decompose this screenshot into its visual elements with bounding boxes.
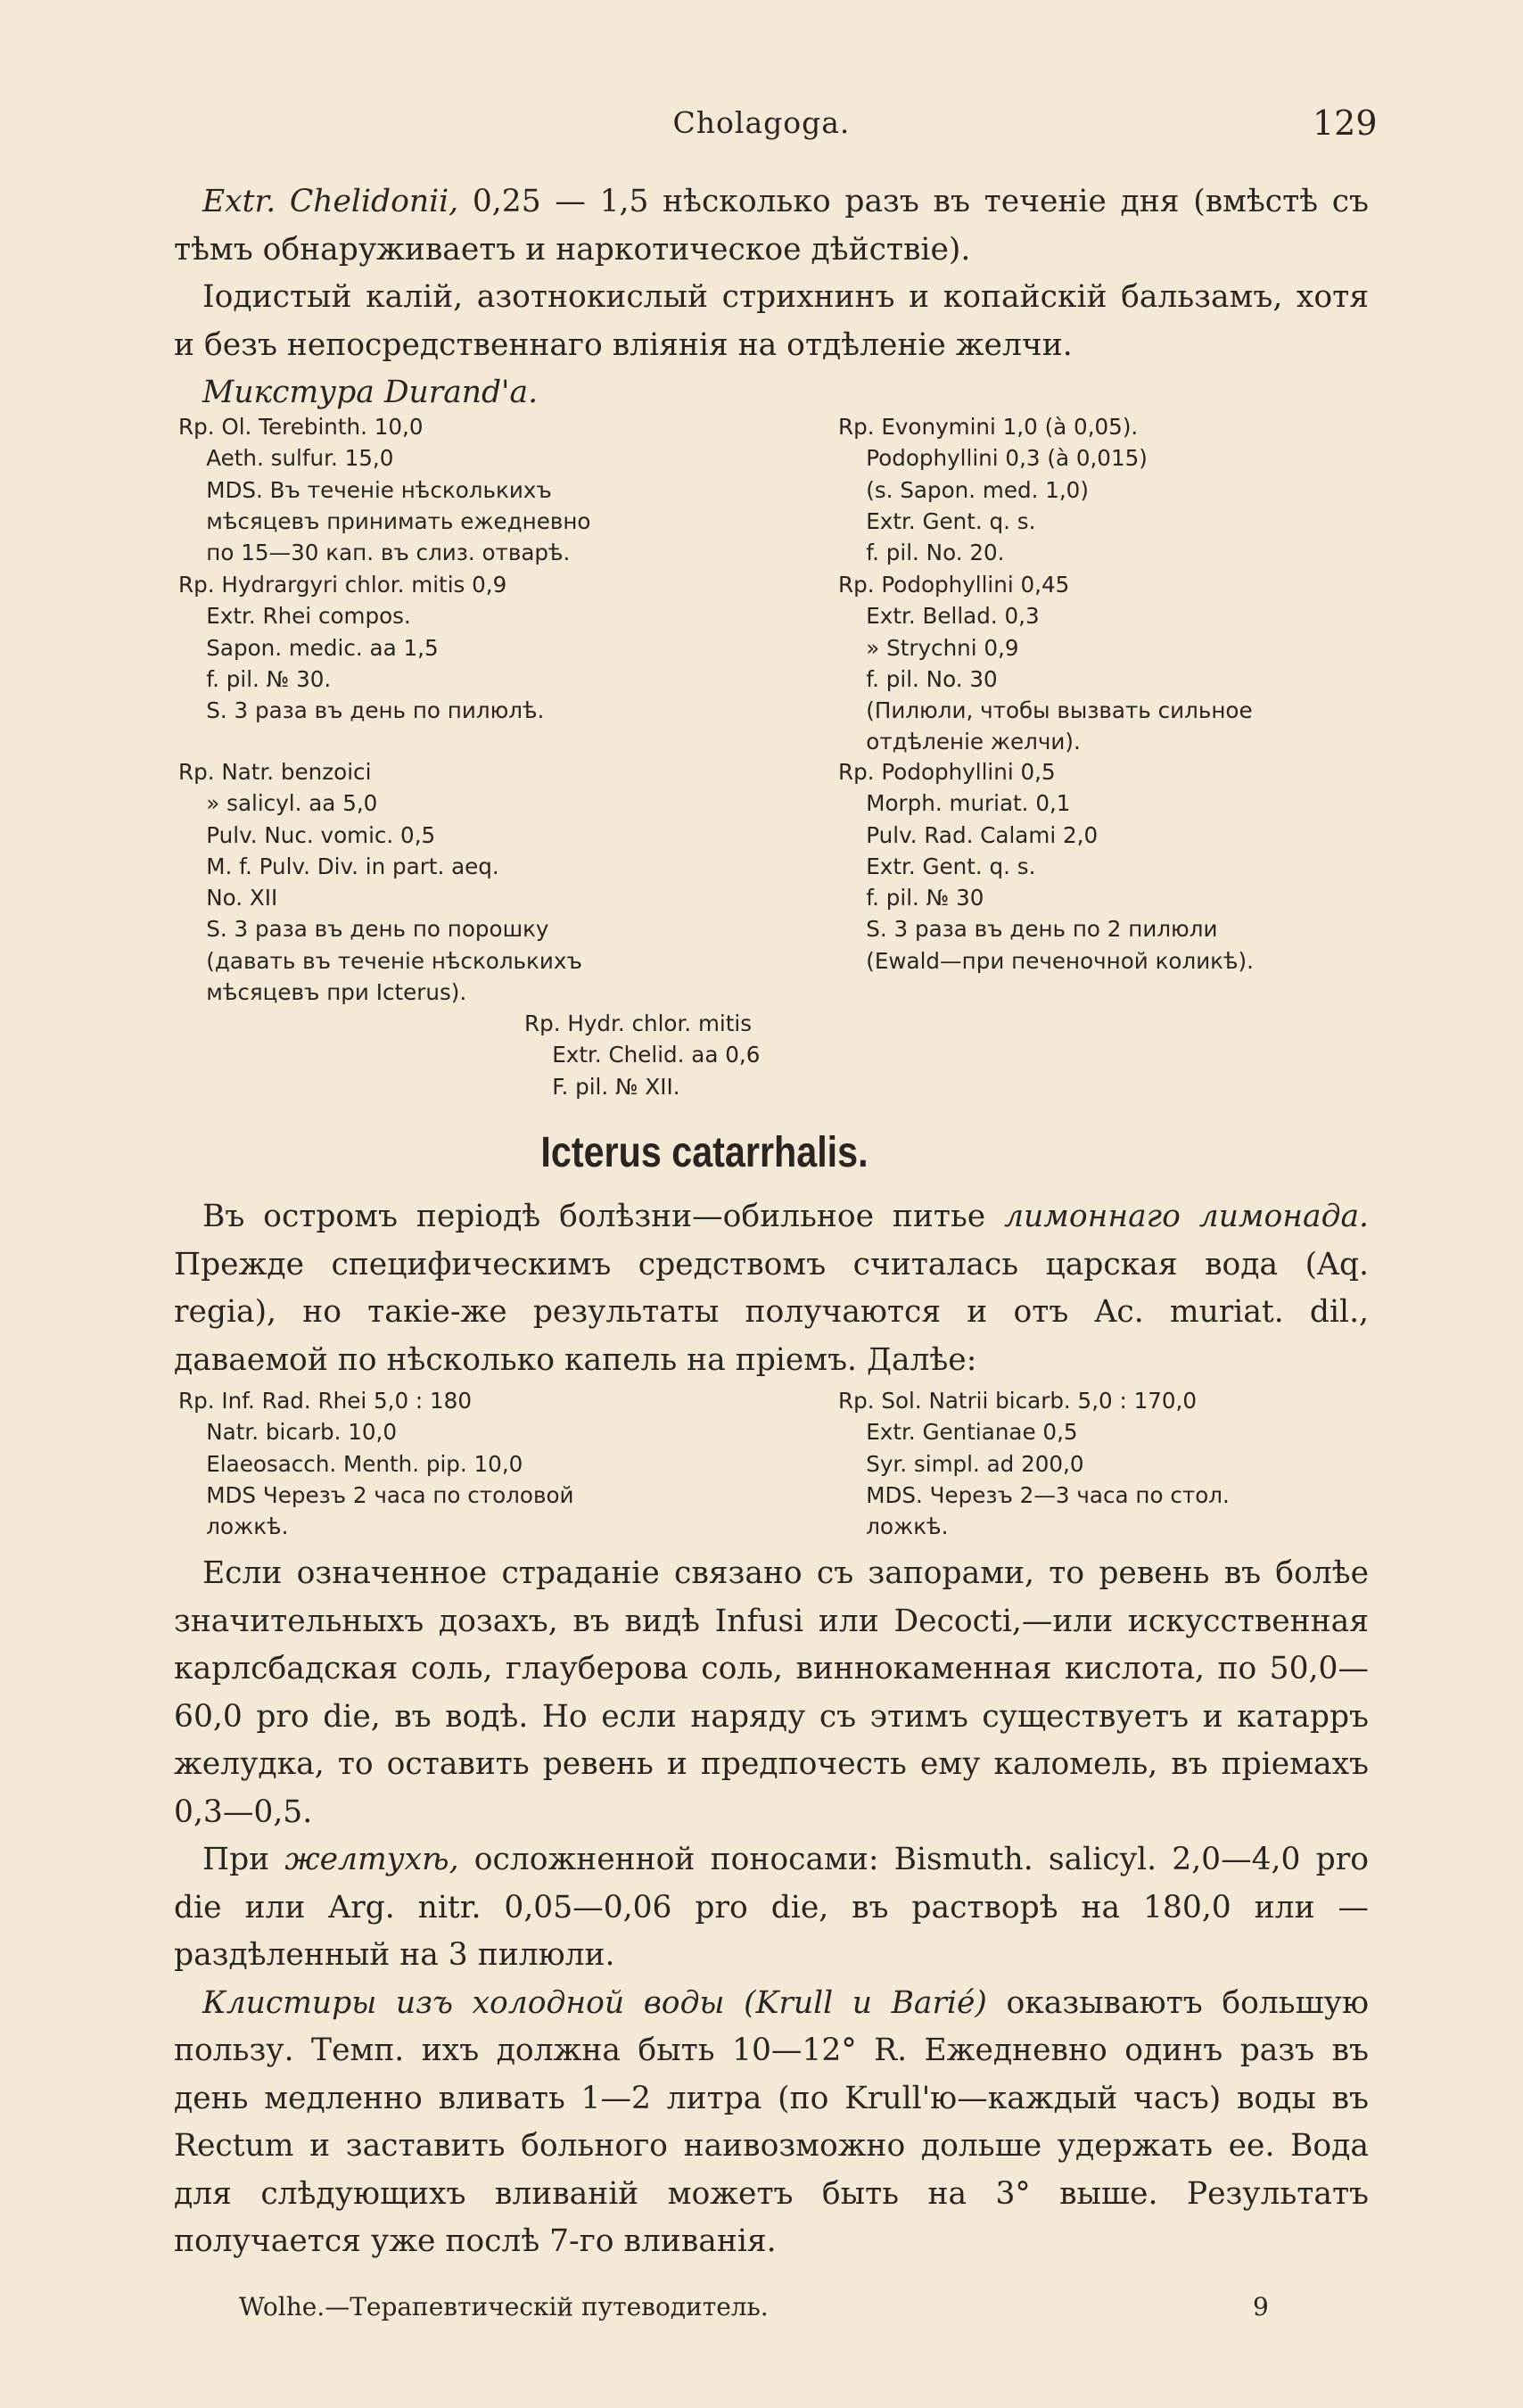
icterus-text — [174, 1550, 1369, 2266]
recipe-hydrargyri: Rp. Hydrargyri chlor. mitis 0,9 Extr. Rhei compos. Sapon. medic. aa 1,5 f. pil. № 30. S. 3 раза въ день по пилюлѣ. — [178, 572, 545, 724]
recipe-inf-rhei: Rp. Inf. Rad. Rhei 5,0 : 180 Natr. bicarb. 10,0 Elaeosacch. Menth. pip. 10,0 MDS Черезъ 2 часа по столовой ложкѣ. — [178, 1388, 574, 1540]
iodide-paragraph: Іодистый калій, азотнокислый стрихнинъ и копайскій бальзамъ, хотя и безъ непосредственнаго вліянія на отдѣленіе желчи. — [174, 279, 1369, 363]
chelidonium-paragraph: Extr. Chelidonii, 0,25 — 1,5 нѣсколько разъ въ теченіе дня (вмѣстѣ съ тѣмъ обнаруживаетъ и наркотическое дѣйствіе). — [174, 184, 1369, 268]
running-header: Cholagoga. — [672, 105, 851, 140]
recipe-hydr-chelid: Rp. Hydr. chlor. mitis Extr. Chelid. aa 0,6 F. pil. № XII. — [524, 1010, 761, 1100]
footer-book-title: Wolhe.—Терапевтическій путеводитель. — [239, 2292, 769, 2321]
intro-text — [174, 178, 1369, 417]
page-number: 129 — [1313, 103, 1378, 143]
recipe-podophyllini: Rp. Podophyllini 0,45 Extr. Bellad. 0,3 » Strychni 0,9 f. pil. No. 30 (Пилюли, чтобы вызвать сильное отдѣленіе желчи). — [838, 572, 1253, 755]
constipation-paragraph: Если означенное страданіе связано съ запорами, то ревень въ болѣе значительныхъ дозахъ, въ видѣ Infusi или Decocti,—или искусственная карлсбадская соль, глауберова соль, виннокаменная кислота, по 50,0—60,0 pro die, въ водѣ. Но если наряду съ этимъ существуетъ и катарръ желудка, то оставить ревень и предпочесть ему каломель, въ пріемахъ 0,3—0,5. — [174, 1555, 1369, 1830]
section-title: Icterus catarrhalis. — [540, 1129, 869, 1176]
recipe-natr-benzoici: Rp. Natr. benzoici » salicyl. aa 5,0 Pulv. Nuc. vomic. 0,5 M. f. Pulv. Div. in part. aeq. No. XII S. 3 раза въ день по порошку (давать въ теченіе нѣсколькихъ мѣсяцевъ при Icterus). — [178, 759, 582, 1006]
recipe-podophyllini-morph: Rp. Podophyllini 0,5 Morph. muriat. 0,1 Pulv. Rad. Calami 2,0 Extr. Gent. q. s. f. pil. № 30 S. 3 раза въ день по 2 пилюли (Ewald—при печеночной коликѣ). — [838, 759, 1254, 974]
acute-period-paragraph: Въ остромъ періодѣ болѣзни—обильное питье лимоннаго лимонада. Прежде специфическимъ средствомъ считалась царская вода (Aq. regia), но такіе-же результаты получаются и отъ Ac. muriat. dil., даваемой по нѣсколько капель на пріемъ. Далѣе: — [174, 1199, 1370, 1378]
mixture-title: Микстура Durand'a. — [202, 375, 539, 410]
recipe-terebinth: Rp. Ol. Terebinth. 10,0 Aeth. sulfur. 15,0 MDS. Въ теченіе нѣсколькихъ мѣсяцевъ принимать ежедневно по 15—30 кап. въ слиз. отварѣ. — [178, 414, 591, 566]
recipe-evonymini: Rp. Evonymini 1,0 (à 0,05). Podophyllini 0,3 (à 0,015) (s. Sapon. med. 1,0) Extr. Gent. q. s. f. pil. No. 20. — [838, 414, 1148, 566]
icterus-intro — [174, 1193, 1369, 1384]
signature-mark: 9 — [1253, 2292, 1269, 2321]
jaundice-paragraph: При желтухѣ, осложненной поносами: Bismuth. salicyl. 2,0—4,0 pro die или Arg. nitr. 0,05—0,06 pro die, въ растворѣ на 180,0 или — раздѣленный на 3 пилюли. — [174, 1842, 1370, 1973]
recipe-natrii-bicarb: Rp. Sol. Natrii bicarb. 5,0 : 170,0 Extr. Gentianae 0,5 Syr. simpl. ad 200,0 MDS. Черезъ 2—3 часа по стол. ложкѣ. — [838, 1388, 1230, 1540]
drug-name: Extr. Chelidonii, — [202, 184, 459, 219]
enema-paragraph: Клистиры изъ холодной воды (Krull и Barié) оказываютъ большую пользу. Темп. ихъ должна быть 10—12° R. Ежедневно одинъ разъ въ день медленно вливать 1—2 литра (по Krull'ю—каждый часъ) воды въ Rectum и заставить больного наивозможно дольше удержать ее. Вода для слѣдующихъ вливаній можетъ быть на 3° выше. Результатъ получается уже послѣ 7-го вливанія. — [174, 1984, 1370, 2259]
